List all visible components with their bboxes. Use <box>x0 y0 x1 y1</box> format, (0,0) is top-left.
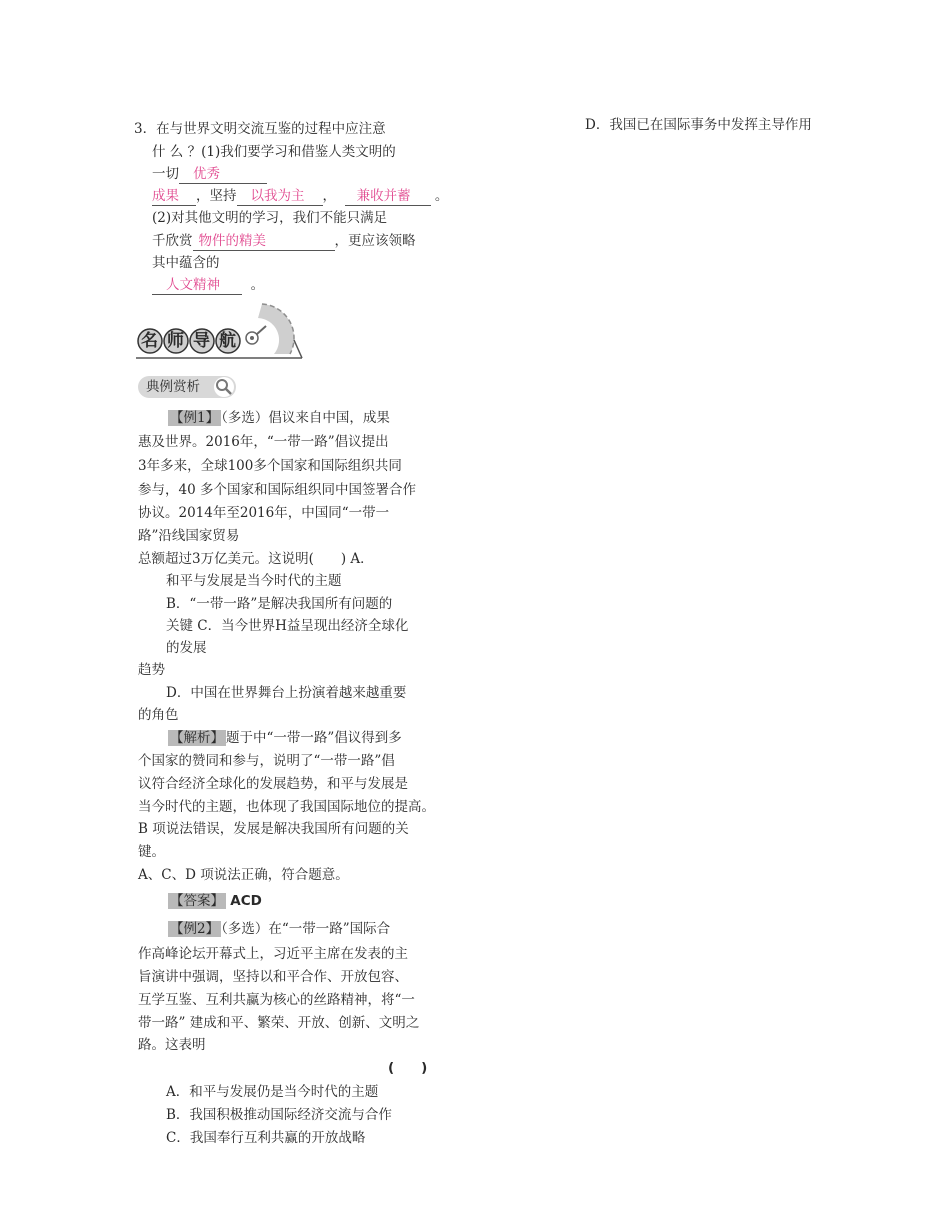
ex1-option-c: 关键 C．当今世界H益呈现出经济全球化 <box>166 618 409 634</box>
analysis-line-7: A、C、D 项说法正确，符合题意。 <box>138 867 349 883</box>
answer-line <box>168 891 262 911</box>
ex1-text: （多选）倡议来自中国，成果 <box>221 410 390 426</box>
q3-line-5: (2)对其他文明的学习，我们不能只满足 <box>152 210 388 226</box>
blank-renwen: 人文精神 <box>152 277 242 295</box>
magnifier-icon <box>214 377 234 397</box>
ex1-line-4: 参与，40 多个国家和国际组织同中国签署合作 <box>138 482 416 498</box>
ex1-option-a: 和平与发展是当今时代的主题 <box>166 573 342 589</box>
q3-text: ，坚持 <box>196 188 237 204</box>
q3-text: ， <box>322 188 336 204</box>
banner-char-2: 师 <box>167 331 184 351</box>
ex1-line-1 <box>168 408 390 428</box>
ex2-line-3: 旨演讲中强调，坚持以和平合作、开放包容、 <box>138 969 408 985</box>
analysis-text: 题于中“一带一路”倡议得到多 <box>226 730 402 746</box>
blank-yiwoweizhu: 以我为主 <box>237 188 323 206</box>
q3-line-3 <box>152 164 267 184</box>
ex2-line-1 <box>168 919 390 939</box>
subheading-label: 典例赏析 <box>146 379 200 395</box>
ex1-line-2: 惠及世界。2016年，“一带一路”倡议提出 <box>138 434 389 450</box>
analysis-line-1 <box>168 728 402 748</box>
ex1-line-3: 3年多来，全球100多个国家和国际组织共同 <box>138 458 402 474</box>
analysis-line-5: B 项说法错误，发展是解决我国所有问题的关 <box>138 821 409 837</box>
answer-tag: 【答案】 <box>170 893 224 909</box>
blank-youxiu: 优秀 <box>179 166 267 184</box>
ex1-option-b: B．“一带一路”是解决我国所有问题的 <box>166 596 393 612</box>
ex2-line-2: 作高峰论坛开幕式上，习近平主席在发表的主 <box>138 946 408 962</box>
ex1-option-c-cont: 的发展 <box>166 640 207 656</box>
ex1-tag: 【例1】 <box>170 410 220 426</box>
analysis-line-3: 议符合经济全球化的发展趋势，和平与发展是 <box>138 776 408 792</box>
banner-char-3: 导 <box>193 331 210 351</box>
ex2-option-c: C．我国奉行互利共赢的开放战略 <box>166 1130 366 1146</box>
ex1-option-c-cont2: 趋势 <box>138 662 165 678</box>
q3-text: 。 <box>434 188 449 204</box>
ex2-answer-paren: ( ) <box>388 1060 428 1076</box>
q3-line-1: 3．在与世界文明交流互鉴的过程中应注意 <box>134 121 386 137</box>
analysis-tag: 【解析】 <box>170 730 224 746</box>
banner-char-4: 航 <box>219 331 236 351</box>
q3-line-4 <box>152 186 448 206</box>
q3-text: 一切 <box>152 166 179 182</box>
blank-wujian: 物件的精美 <box>193 233 335 251</box>
q3-text: ，更应该领略 <box>334 233 416 249</box>
ex1-line-6: 路”沿线国家贸易 <box>138 528 240 544</box>
q3-text: 千欣赏 <box>152 233 193 249</box>
ex2-option-a: A．和平与发展仍是当今时代的主题 <box>166 1084 379 1100</box>
ex2-line-4: 互学互鉴、互利共赢为核心的丝路精神，将“一 <box>138 992 415 1008</box>
section-subheading <box>138 376 236 398</box>
ex2-option-b: B．我国积极推动国际经济交流与合作 <box>166 1107 392 1123</box>
ex2-line-6: 路。这表明 <box>138 1037 206 1053</box>
ex1-option-d: D．中国在世界舞台上扮演着越来越重要 <box>166 685 407 701</box>
q3-line-8 <box>152 275 264 295</box>
section-banner <box>134 300 310 364</box>
answer-value: ACD <box>230 893 262 909</box>
q3-line-6 <box>152 231 416 251</box>
analysis-line-2: 个国家的赞同和参与，说明了“一带一路”倡 <box>138 753 395 769</box>
q3-line-7: 其中蕴含的 <box>152 255 220 271</box>
ex1-line-5: 协议。2014年至2016年，中国同“一带一 <box>138 505 390 521</box>
blank-chengguo: 成果 <box>152 188 196 206</box>
ex2-text: （多选）在“一带一路”国际合 <box>221 921 391 937</box>
ex2-tag: 【例2】 <box>170 921 220 937</box>
q3-line-2: 什 么 ？(1)我们要学习和借鉴人类文明的 <box>152 144 396 160</box>
ex1-line-7: 总额超过3万亿美元。这说明( ) A． <box>138 551 374 567</box>
blank-jianshou: 兼收并蓄 <box>345 188 431 206</box>
analysis-line-6: 键。 <box>138 844 165 860</box>
ex2-line-5: 带一路” 建成和平、繁荣、开放、创新、文明之 <box>138 1015 420 1031</box>
ex1-option-d-cont: 的角色 <box>138 707 179 723</box>
right-option-d: D．我国已在国际事务中发挥主导作用 <box>585 117 812 133</box>
q3-text: 。 <box>250 277 265 293</box>
analysis-line-4: 当今时代的主题，也体现了我国国际地位的提高。 <box>138 799 435 815</box>
banner-char-1: 名 <box>141 331 158 351</box>
